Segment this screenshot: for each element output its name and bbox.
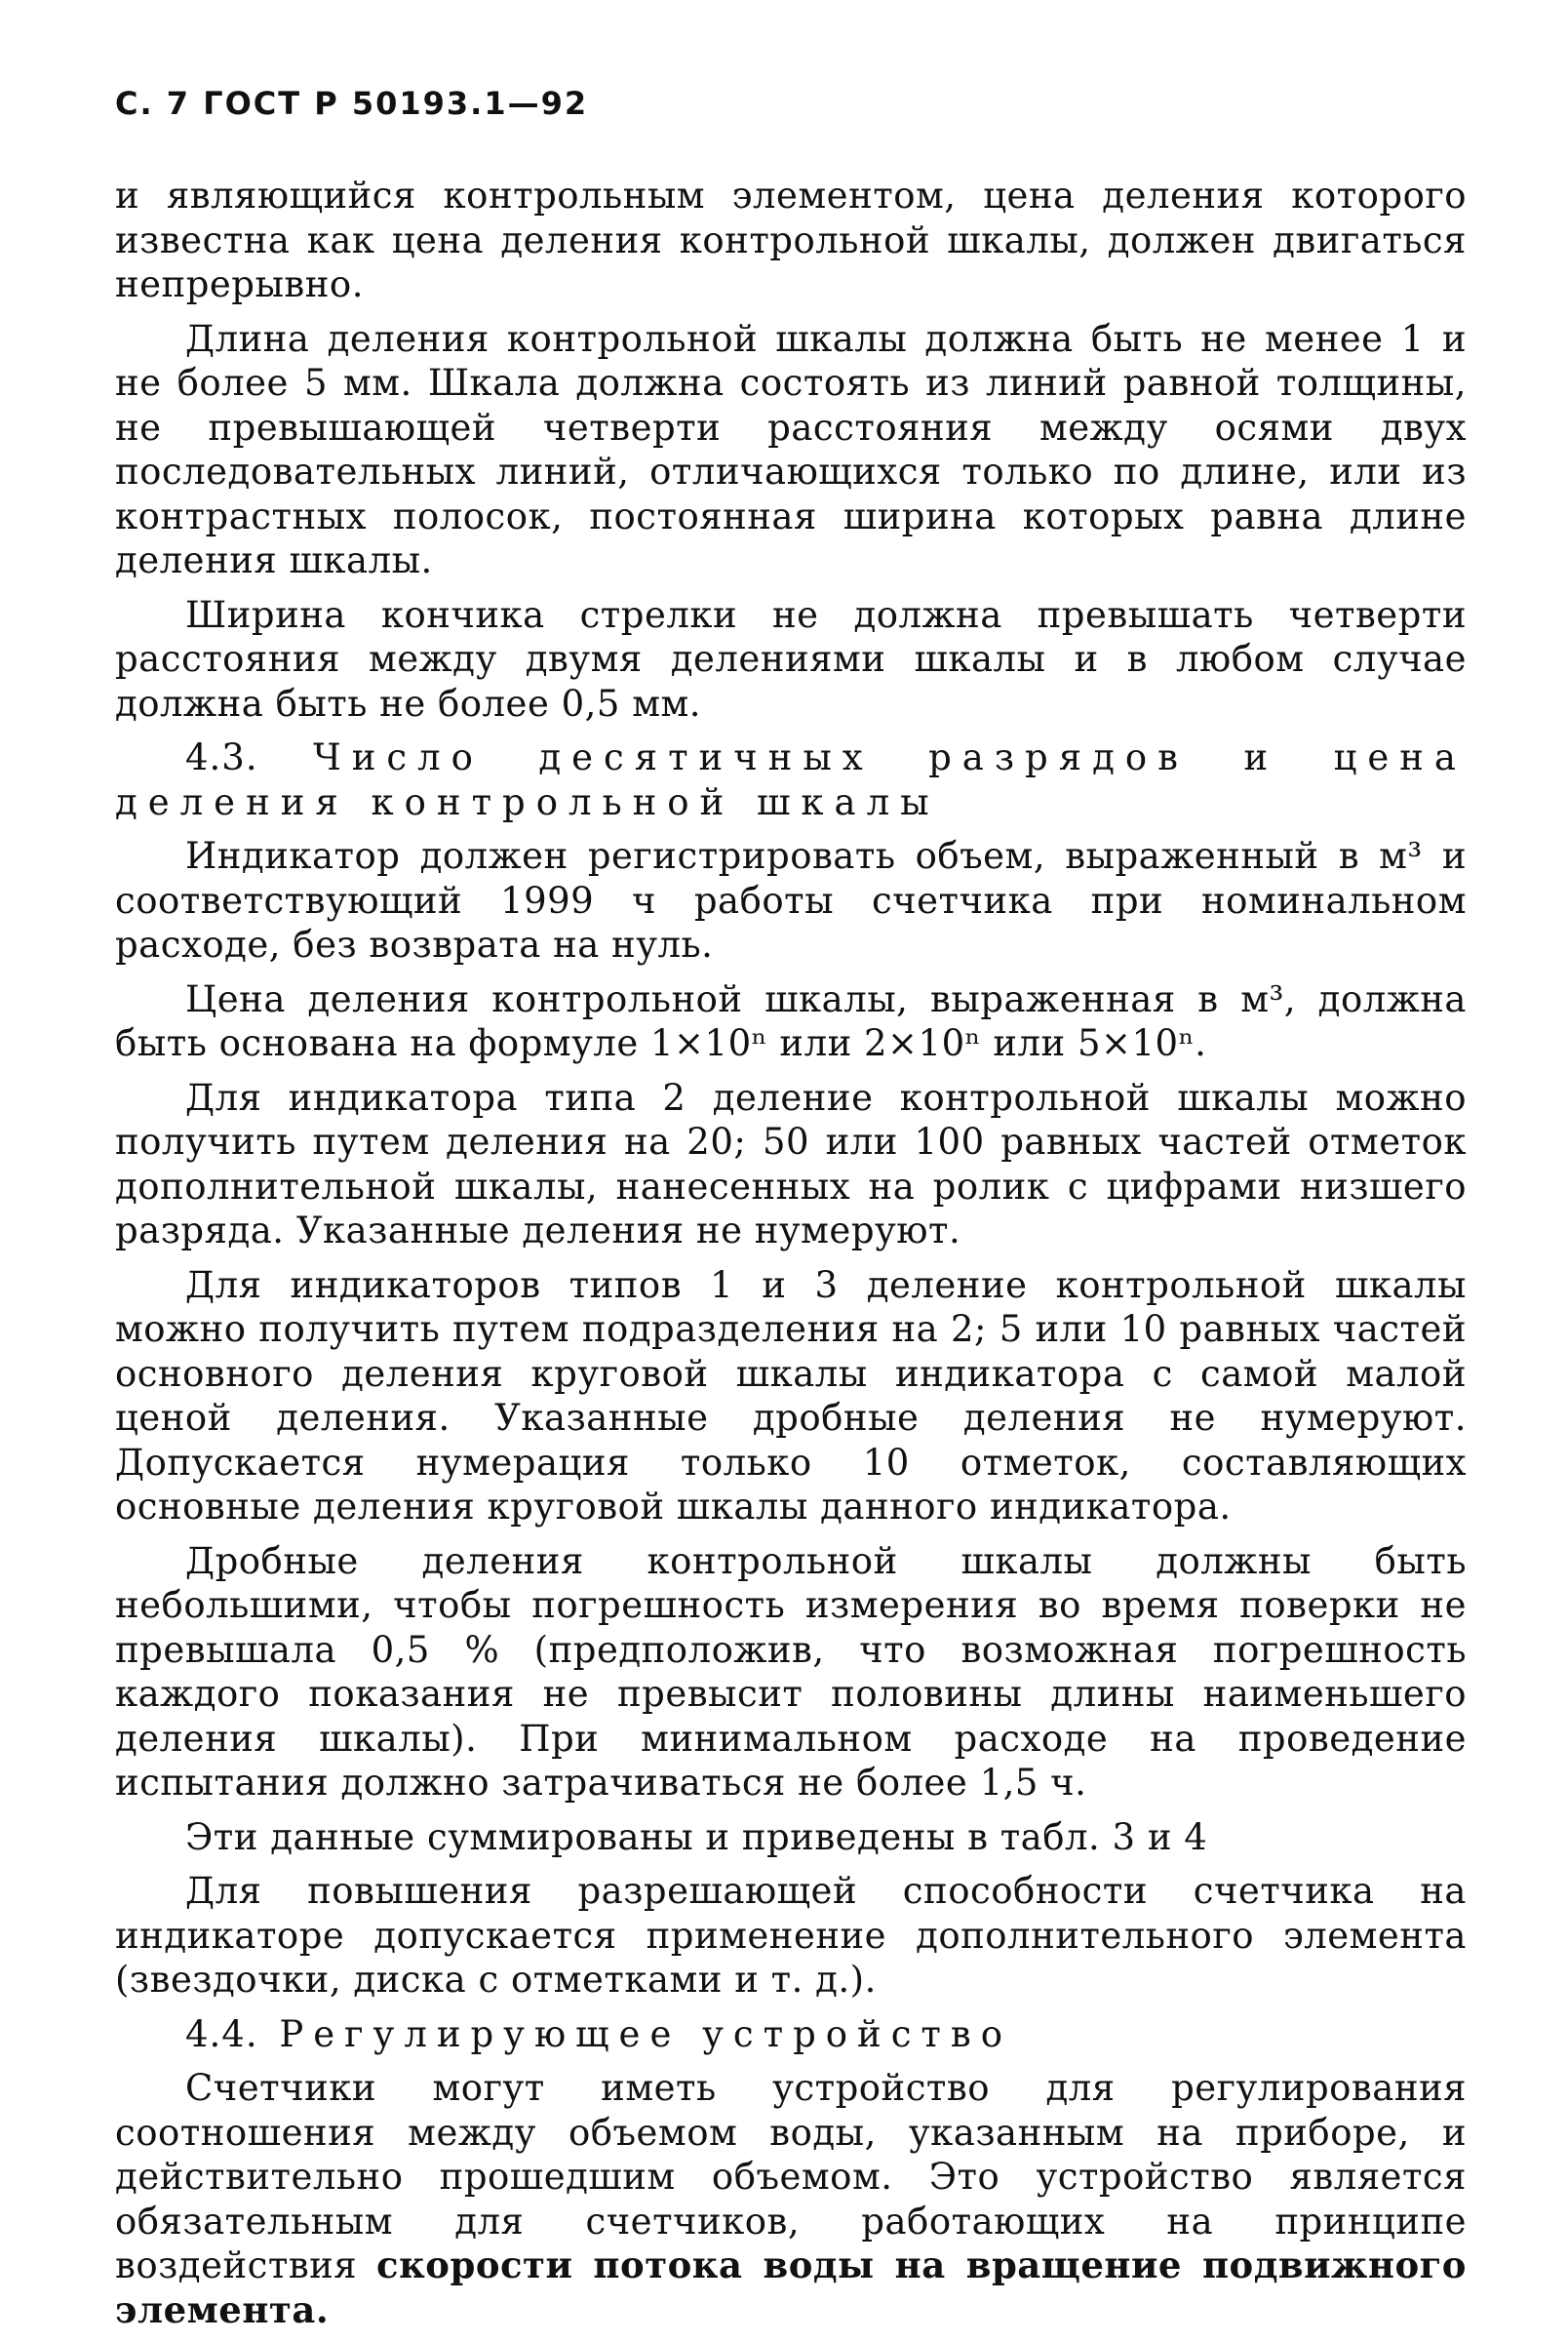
paragraph-resolution: Для повышения разрешающей способности счетчика на индикаторе допускается применение дополнительного элемента (звездочки, диска с отметками и т. д.). (115, 1870, 1467, 2001)
paragraph-continuation: и являющийся контрольным элементом, цена деления которого известна как цена деления контрольной шкалы, должен двигаться непрерывно. (115, 175, 1467, 305)
paragraph-regulating-bold: скорости потока воды на вращение подвижного элемента. (115, 2243, 1467, 2331)
paragraph-division-formula: Цена деления контрольной шкалы, выраженная в м³, должна быть основана на формуле 1×10ⁿ или 2×10ⁿ или 5×10ⁿ. (115, 977, 1467, 1064)
running-header: С. 7 ГОСТ Р 50193.1—92 (115, 85, 589, 122)
section-number: 4.4. (185, 2012, 258, 2055)
paragraph-indicator-types-1-3: Для индикаторов типов 1 и 3 деление контрольной шкалы можно получить путем подразделения на 2; 5 или 10 равных частей основного деления круговой шкалы индикатора с самой малой ценой деления. Указанные дробные деления не нумеруют. Допускается нумерация только 10 отметок, составляющих основные деления круговой шкалы данного индикатора. (115, 1263, 1467, 1528)
section-heading-4-4 (115, 2012, 1467, 2057)
section-title: Число десятичных разрядов и цена деления контрольной шкалы (115, 736, 1467, 823)
paragraph-indicator-type-2: Для индикатора типа 2 деление контрольной шкалы можно получить путем деления на 20; 50 или 100 равных частей отметок дополнительной шкалы, нанесенных на ролик с цифрами низшего разряда. Указанные деления не нумеруют. (115, 1076, 1467, 1251)
paragraph-regulating-text: Счетчики могут иметь устройство для регулирования соотношения между объемом воды, указанным на приборе, и действительно прошедшим объемом. Это устройство является обязательным для счетчиков, работающих на принципе воздействия (115, 2067, 1467, 2286)
paragraph-regulating-device (115, 2066, 1467, 2332)
paragraph-scale-length: Длина деления контрольной шкалы должна быть не менее 1 и не более 5 мм. Шкала должна состоять из линий равной толщины, не превышающей четверти расстояния между осями двух последовательных линий, отличающихся только по длине, или из контрастных полосок, постоянная ширина которых равна длине деления шкалы. (115, 317, 1467, 581)
paragraph-pointer-width: Ширина кончика стрелки не должна превышать четверти расстояния между двумя делениями шкалы и в любом случае должна быть не более 0,5 мм. (115, 593, 1467, 725)
paragraph-fractional-divisions: Дробные деления контрольной шкалы должны быть небольшими, чтобы погрешность измерения во время поверки не превышала 0,5 % (предположив, что возможная погрешность каждого показания не превысит половины длины наименьшего деления шкалы). При минимальном расходе на проведение испытания должно затрачиваться не более 1,5 ч. (115, 1539, 1467, 1804)
section-number: 4.3. (185, 736, 258, 778)
document-page (115, 84, 1467, 2342)
section-title: Регулирующее устройство (279, 2012, 1012, 2055)
section-heading-4-3 (115, 735, 1467, 824)
paragraph-indicator-volume: Индикатор должен регистрировать объем, выраженный в м³ и соответствующий 1999 ч работы счетчика при номинальном расходе, без возврата на нуль. (115, 835, 1467, 966)
paragraph-tables-reference: Эти данные суммированы и приведены в табл. 3 и 4 (185, 1815, 1208, 1858)
